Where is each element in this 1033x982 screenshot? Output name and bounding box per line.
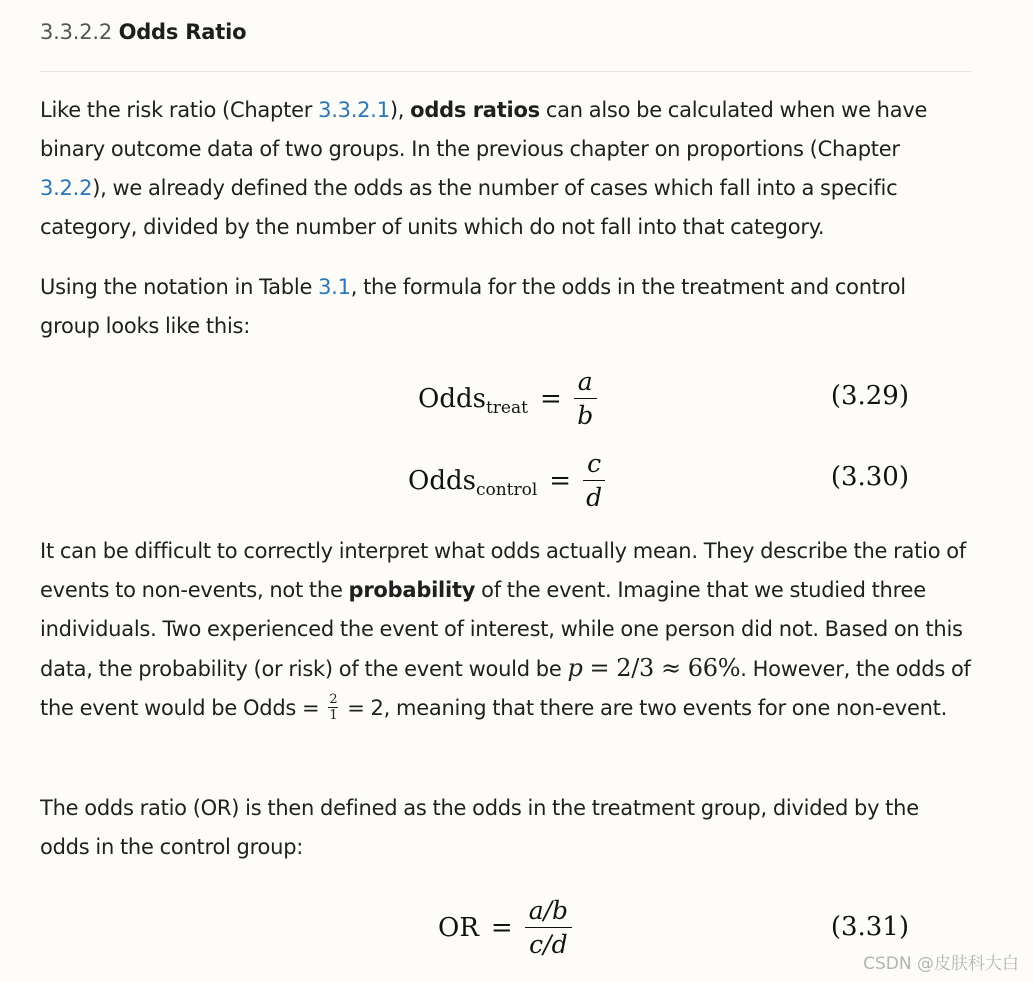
document-page (40, 0, 971, 982)
paragraph-notation (40, 268, 971, 346)
inline-numerator: 2 (329, 691, 338, 707)
section-heading (40, 18, 246, 46)
equals-sign: = (490, 912, 513, 943)
csdn-watermark: CSDN @皮肤科大白 (863, 954, 1019, 974)
para3-text-1: It can be difficult to correctly interpret what odds actually mean. They describe the ratio of events to non-events, not the (40, 539, 966, 602)
equation-odds-ratio (438, 895, 572, 960)
denominator-c-over-d: c/d (529, 930, 568, 959)
math-variable-p: p (567, 654, 583, 682)
chapter-link-3-2-2[interactable]: 3.2.2 (40, 176, 93, 200)
inline-math-probability (567, 654, 740, 682)
equation-lhs (418, 383, 528, 418)
subscript-treat: treat (485, 397, 528, 418)
table-link-3-1[interactable]: 3.1 (318, 275, 351, 299)
equation-odds-control (408, 448, 605, 513)
paragraph-odds-ratio-definition (40, 789, 971, 867)
odds-label: Odds (418, 383, 486, 414)
bold-probability: probability (348, 578, 476, 602)
equation-number-3-30: (3.30) (830, 462, 909, 492)
denominator-b: b (577, 401, 594, 430)
para2-text-2: , the formula for the odds in the treatment and control group looks like this: (40, 275, 906, 338)
numerator-c: c (583, 448, 605, 481)
subscript-control: control (475, 479, 538, 500)
numerator-a-over-b: a/b (525, 895, 572, 928)
para3-text-2: of the event. Imagine that we studied three individuals. Two experienced the event of interest, while one person did not. Based on this data, the probability (or risk) of the event would be (40, 578, 963, 681)
heading-divider (40, 71, 971, 72)
fraction-c-over-d (583, 448, 605, 513)
numerator-a: a (574, 366, 597, 399)
para2-text-1: Using the notation in Table (40, 275, 319, 299)
equals-sign: = (549, 465, 572, 496)
chapter-link-3-3-2-1[interactable]: 3.3.2.1 (318, 98, 390, 122)
para4-text-1: The odds ratio (OR) is then defined as the odds in the treatment group, divided by the odds in the control group: (40, 796, 919, 859)
para3-text-3: . However, the odds of the event would be Odds = (40, 657, 971, 720)
inline-fraction-2-over-1 (328, 693, 338, 722)
paragraph-odds-ratio-intro (40, 91, 971, 247)
para1-text-4: ), we already defined the odds as the number of cases which fall into a specific category, divided by the number of units which do not fall into that category. (40, 176, 898, 239)
para1-text-1: Like the risk ratio (Chapter (40, 98, 319, 122)
or-label: OR (438, 912, 479, 943)
paragraph-interpretation (40, 532, 971, 728)
equation-lhs (408, 465, 538, 500)
math-expression: = 2/3 ≈ 66% (582, 654, 741, 682)
bold-odds-ratios: odds ratios (410, 98, 540, 122)
equation-number-3-29: (3.29) (830, 381, 909, 411)
odds-label: Odds (408, 465, 476, 496)
fraction-ab-over-cd (525, 895, 572, 960)
equals-sign: = (539, 383, 562, 414)
equation-odds-treat (418, 366, 597, 431)
para1-text-3: can also be calculated when we have binary outcome data of two groups. In the previous chapter on proportions (Chapter (40, 98, 928, 161)
para3-text-4: = 2, meaning that there are two events for one non-event. (341, 696, 948, 720)
para1-text-2: ), (389, 98, 411, 122)
section-title: Odds Ratio (118, 20, 247, 44)
denominator-d: d (586, 483, 603, 512)
section-number: 3.3.2.2 (40, 20, 113, 44)
inline-denominator: 1 (329, 707, 338, 723)
equation-number-3-31: (3.31) (830, 912, 909, 942)
fraction-a-over-b (574, 366, 597, 431)
